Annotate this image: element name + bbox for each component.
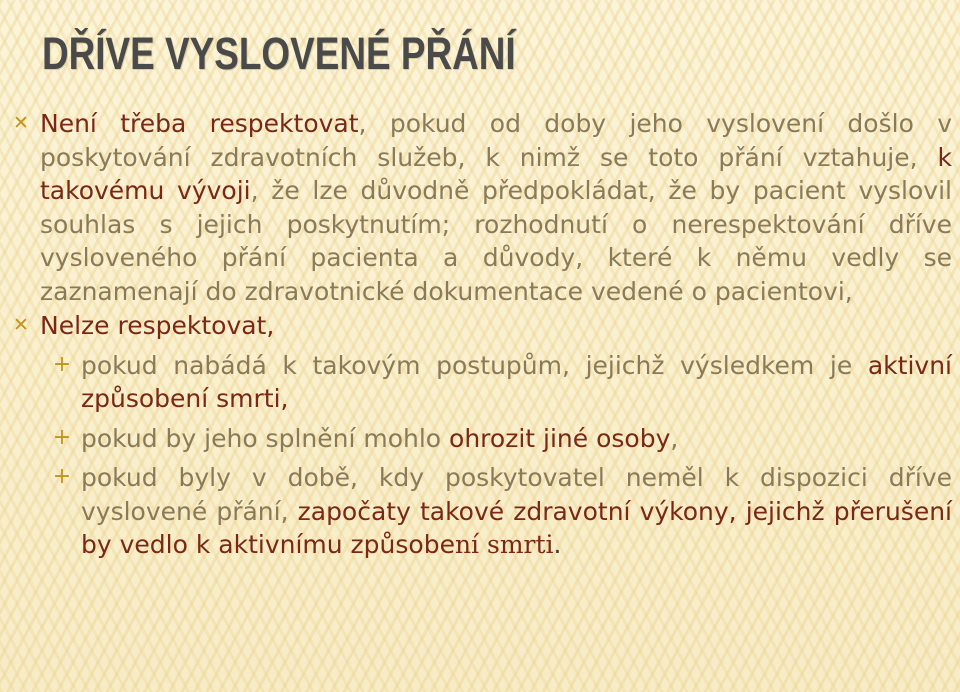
- plus-icon: +: [52, 351, 72, 377]
- plus-icon: +: [52, 464, 72, 489]
- emphasis-serif-fragment: ní smrti: [454, 530, 554, 559]
- bullet-cannot-respect: [10, 309, 952, 343]
- sub-bullet-procedures-started: [10, 461, 952, 562]
- emphasis-cannot-respect: Nelze respektovat,: [40, 311, 275, 340]
- bullet-text: , že lze důvodně předpokládat, že by pacient vyslovil souhlas s jejich poskytnutím; rozhodnutí o nerespektování dříve vysloveného přání pacienta a důvody, které k němu vedly se zaznamenají do zdravotnické dokumentace vedené o pacientovi,: [40, 176, 952, 306]
- bullet-text: , pokud od doby jeho vyslovení došlo v poskytování zdravotních služeb, k nimž se toto přání vztahuje,: [40, 109, 952, 172]
- plus-icon: +: [52, 424, 72, 450]
- sub-bullet-text: pokud byly v době, kdy poskytovatel neměl k dispozici dříve vyslovené přání,: [81, 463, 952, 526]
- emphasis-not-required: Není třeba respektovat: [40, 109, 359, 138]
- sub-bullet-text: pokud by jeho splnění mohlo: [81, 423, 450, 453]
- slide-title: DŘÍVE VYSLOVENÉ PŘÁNÍ: [42, 28, 516, 79]
- sub-bullet-text: ,: [670, 423, 679, 453]
- sub-bullet-text: .: [553, 530, 562, 559]
- sub-bullet-endanger-others: [10, 422, 952, 456]
- slide-content: [10, 107, 952, 562]
- emphasis-active-death: aktivní způsobení smrti,: [81, 350, 952, 413]
- sub-bullet-text: pokud nabádá k takovým postupům, jejichž výsledkem je: [81, 350, 868, 380]
- emphasis-procedures-started: započaty takové zdravotní výkony, jejichž přerušení by vedlo k aktivnímu způsobe: [81, 496, 953, 559]
- emphasis-development: k takovému vývoji: [40, 142, 952, 205]
- emphasis-endanger-others: ohrozit jiné osoby: [449, 423, 671, 453]
- bullet-not-required: [10, 107, 952, 308]
- x-mark-icon: ✕: [13, 112, 29, 134]
- sub-bullet-active-death: [10, 349, 952, 416]
- x-mark-icon: ✕: [13, 314, 29, 336]
